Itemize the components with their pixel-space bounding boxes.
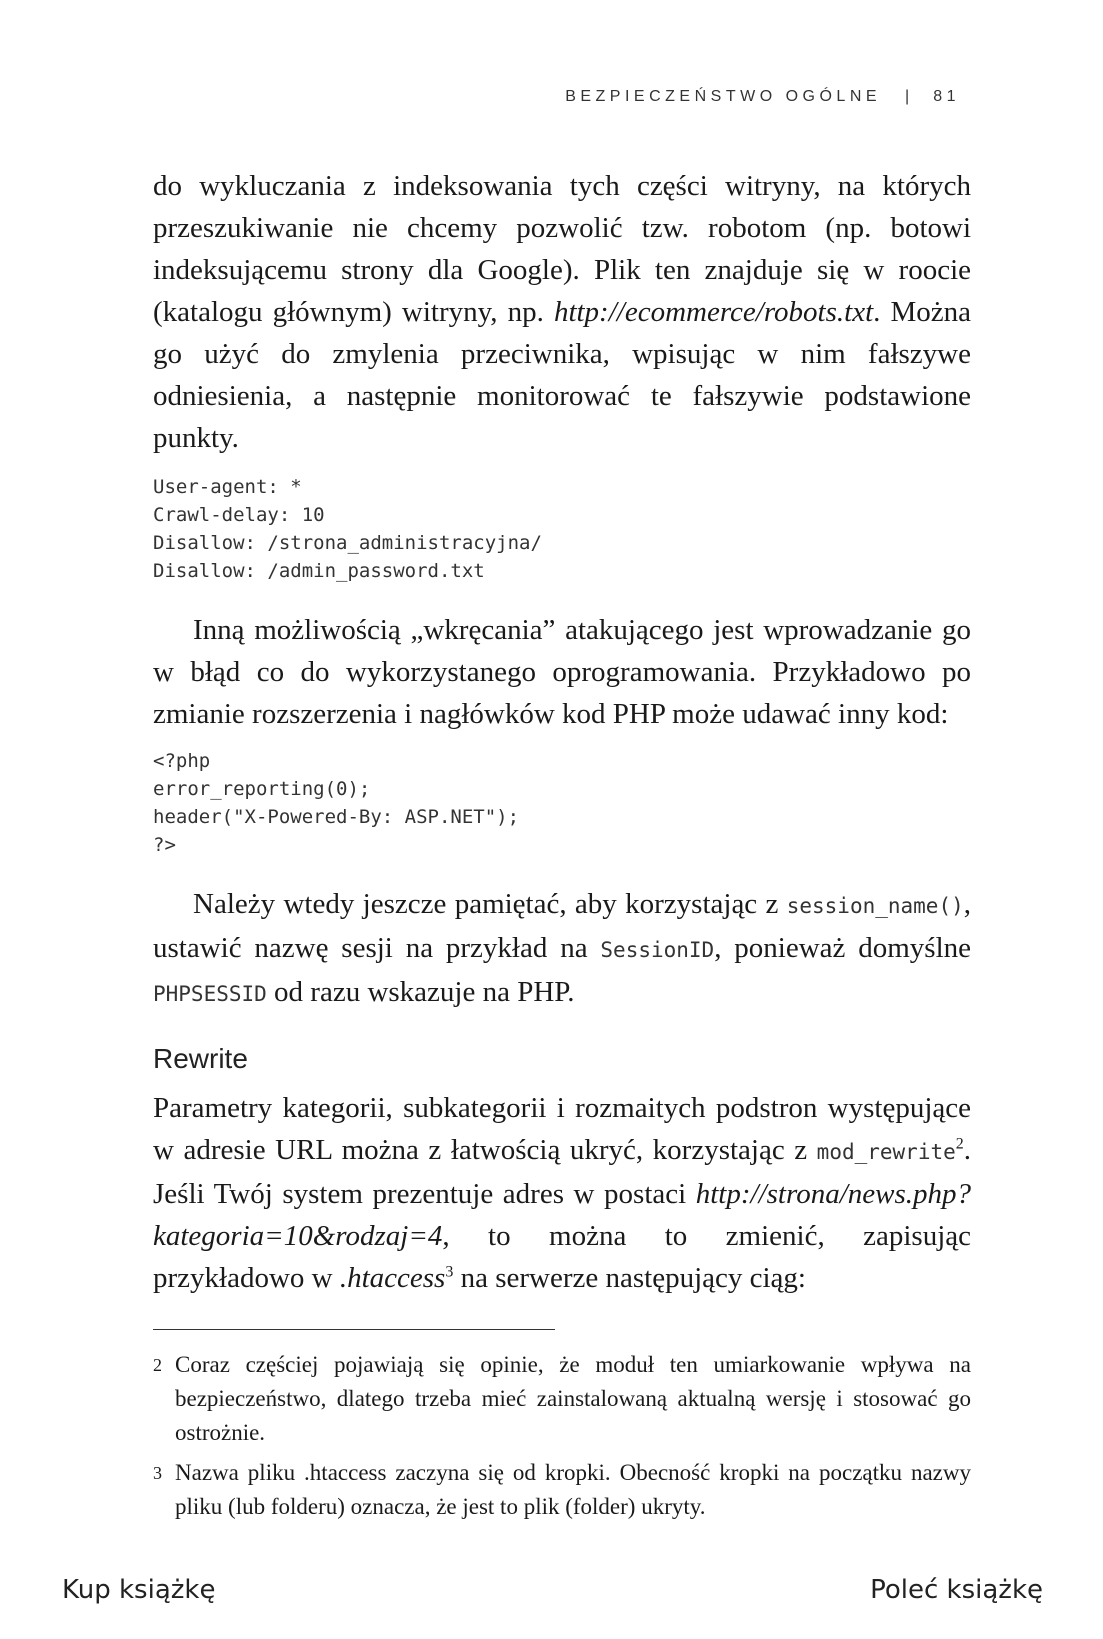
footnote-ref: 3 bbox=[445, 1263, 454, 1281]
recommend-book-link[interactable]: Poleć książkę bbox=[870, 1575, 1043, 1605]
footnote-3 bbox=[153, 1456, 971, 1524]
inline-code: session_name() bbox=[786, 894, 964, 918]
paragraph-text: . Jeśli Twój system prezentuje adres w postaci bbox=[153, 1134, 971, 1210]
section-heading: Rewrite bbox=[153, 1043, 248, 1074]
code-block-php: <?php error_reporting(0); header("X-Powered-By: ASP.NET"); ?> bbox=[153, 750, 520, 856]
footnote-2 bbox=[153, 1348, 971, 1450]
paragraph-text: do wykluczania z indeksowania tych części witryny, na których przeszukiwanie nie chcemy pozwolić tzw. robotom (np. botowi indeksującemu strony dla Google). Plik ten znajduje się w roocie (katalogu głównym) witryny, np. bbox=[153, 170, 971, 328]
paragraph-robots bbox=[153, 165, 971, 459]
footnote-divider bbox=[153, 1329, 555, 1330]
paragraph-text: na serwerze następujący ciąg: bbox=[453, 1262, 806, 1294]
header-separator: | bbox=[905, 88, 910, 105]
page-content bbox=[153, 165, 971, 1524]
paragraph-text: . Można go użyć do zmylenia przeciwnika, wpisując w nim fałszywe odniesienia, a następnie monitorować te fałszywie podstawione punkty. bbox=[153, 296, 971, 454]
paragraph-text: Należy wtedy jeszcze pamiętać, aby korzystając z bbox=[193, 888, 787, 920]
inline-code: SessionID bbox=[600, 938, 715, 962]
paragraph-text: , ponieważ domyślne bbox=[714, 932, 972, 964]
footnote-number: 2 bbox=[153, 1355, 162, 1375]
paragraph-text: Parametry kategorii, subkategorii i rozmaitych podstron występujące w adresie URL można z łatwością ukryć, korzystając z bbox=[153, 1092, 971, 1166]
footnote-text: Coraz częściej pojawiają się opinie, że moduł ten umiarkowanie wpływa na bezpieczeństwo, dlatego trzeba mieć zainstalowaną aktualną wersję i stosować go ostrożnie. bbox=[175, 1352, 971, 1445]
paragraph-text: od razu wskazuje na PHP. bbox=[266, 976, 575, 1008]
paragraph-text: , to można to zmienić, zapisując przykładowo w bbox=[153, 1220, 971, 1294]
inline-code: mod_rewrite bbox=[816, 1140, 956, 1164]
section-title: BEZPIECZEŃSTWO OGÓLNE bbox=[565, 88, 882, 105]
robots-url: http://ecommerce/robots.txt bbox=[553, 296, 874, 328]
buy-book-link[interactable]: Kup książkę bbox=[62, 1575, 216, 1605]
footnote-number: 3 bbox=[153, 1463, 162, 1483]
paragraph-text: , ustawić nazwę sesji na przykład na bbox=[153, 888, 971, 964]
footnote-text: Nazwa pliku .htaccess zaczyna się od kropki. Obecność kropki na początku nazwy pliku (lub folderu) oznacza, że jest to plik (folder) ukryty. bbox=[175, 1460, 971, 1519]
page-number: 81 bbox=[933, 88, 960, 105]
paragraph-software: Inną możliwością „wkręcania” atakującego jest wprowadzanie go w błąd co do wykorzystanego oprogramowania. Przykładowo po zmianie rozszerzenia i nagłówków kod PHP może udawać inny kod: bbox=[153, 614, 971, 730]
paragraph-rewrite bbox=[153, 1087, 971, 1299]
example-url: http://strona/news.php?kategoria=10&rodzaj=4 bbox=[153, 1178, 971, 1252]
htaccess-file: .htaccess bbox=[339, 1262, 446, 1294]
footnote-ref: 2 bbox=[955, 1135, 964, 1153]
running-head bbox=[565, 88, 960, 106]
inline-code: PHPSESSID bbox=[153, 982, 267, 1006]
paragraph-session bbox=[153, 883, 971, 1015]
code-block-robots: User-agent: * Crawl-delay: 10 Disallow: /strona_administracyjna/ Disallow: /admin_password.txt bbox=[153, 476, 542, 582]
